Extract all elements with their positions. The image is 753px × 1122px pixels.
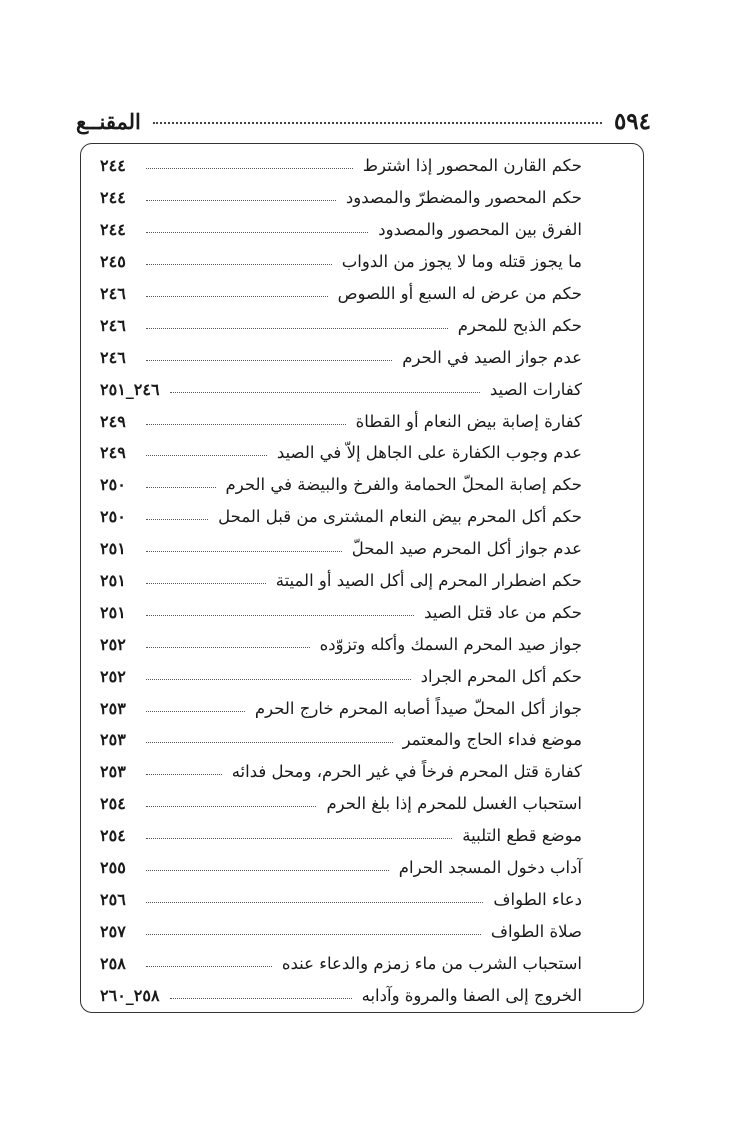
- dot-leader: [170, 998, 352, 999]
- toc-entry-page: ٢٤٦: [100, 284, 126, 303]
- toc-entry: [100, 437, 582, 469]
- dot-leader: [146, 902, 483, 903]
- dot-leader: [146, 742, 393, 743]
- toc-entry-page: ٢٤٩: [100, 411, 126, 431]
- toc-entry-page: ٢٥٦: [100, 889, 126, 909]
- toc-entry-title: عدم جواز الصيد في الحرم: [402, 347, 582, 367]
- dot-leader: [146, 774, 222, 775]
- dot-leader: [146, 487, 216, 488]
- dot-leader: [146, 264, 332, 265]
- toc-entry-title: الخروج إلى الصفا والمروة وآدابه: [361, 985, 582, 1005]
- toc-entry-title: ما يجوز قتله وما لا يجوز من الدواب: [341, 252, 582, 272]
- toc-entry-page: ٢٥٤: [100, 794, 126, 814]
- dot-leader: [146, 296, 328, 297]
- toc-entry: [100, 756, 582, 788]
- dot-leader: [146, 168, 353, 169]
- toc-entry-page: ٢٥٢: [100, 634, 126, 654]
- toc-entry: [100, 979, 582, 1011]
- dot-leader: [146, 232, 368, 233]
- dot-leader: [146, 679, 411, 680]
- dot-leader: [146, 424, 346, 425]
- toc-entry: [100, 469, 582, 501]
- toc-entry-title: حكم أكل المحرم الجراد: [420, 666, 582, 686]
- toc-entry: [100, 565, 582, 597]
- toc-entry-title: عدم وجوب الكفارة على الجاهل إلاّ في الصيد: [276, 443, 582, 463]
- page-header: [76, 104, 651, 138]
- toc-entry-page: ٢٤٤: [100, 220, 126, 240]
- toc-entry-page: ٢٥٧: [100, 921, 126, 941]
- toc-entry: [100, 182, 582, 214]
- dot-leader: [146, 615, 414, 616]
- toc-entry: [100, 150, 582, 182]
- toc-entry: [100, 788, 582, 820]
- toc-entry: [100, 246, 582, 278]
- toc-entry-title: آداب دخول المسجد الحرام: [398, 858, 582, 878]
- toc-entry-title: دعاء الطواف: [493, 889, 582, 909]
- toc-entry-title: استحباب الشرب من ماء زمزم والدعاء عنده: [281, 953, 582, 973]
- toc-entry-title: الفرق بين المحصور والمصدود: [378, 220, 582, 240]
- dot-leader: [146, 934, 481, 935]
- dot-leader: [146, 838, 452, 839]
- toc-entry: [100, 724, 582, 756]
- header-dot-leader: [153, 122, 602, 124]
- toc-entry: [100, 852, 582, 884]
- toc-entry-title: حكم المحصور والمضطرّ والمصدود: [345, 188, 582, 208]
- toc-entry-page: ٢٤٤: [100, 188, 126, 208]
- toc-entry-title: جواز صيد المحرم السمك وأكله وتزوّده: [319, 634, 582, 654]
- running-title: المقنــع: [76, 108, 141, 134]
- toc-entry-page: ٢٥٥: [100, 858, 126, 878]
- toc-entry-title: حكم أكل المحرم بيض النعام المشترى من قبل المحل: [218, 507, 582, 527]
- toc-entry-title: موضع قطع التلبية: [462, 826, 582, 846]
- toc-entry: [100, 628, 582, 660]
- toc-entry: [100, 533, 582, 565]
- toc-entry: [100, 660, 582, 692]
- dot-leader: [146, 647, 310, 648]
- toc-entry: [100, 214, 582, 246]
- dot-leader: [146, 519, 208, 520]
- toc-entry-title: كفارات الصيد: [489, 379, 582, 399]
- toc-entry-page: ٢٥٣: [100, 730, 126, 750]
- toc-entry-page: ٢٤٥: [100, 252, 126, 272]
- toc-entry-page: ٢٤٦: [100, 347, 126, 367]
- toc-entry: [100, 501, 582, 533]
- toc-entry: [100, 278, 582, 310]
- dot-leader: [146, 455, 267, 456]
- toc-entry: [100, 883, 582, 915]
- toc-entry: [100, 915, 582, 947]
- toc-entry-page: ٢٥٠: [100, 475, 126, 495]
- toc-entry-title: كفارة إصابة بيض النعام أو القطاة: [355, 411, 582, 431]
- toc-entry: [100, 341, 582, 373]
- dot-leader: [146, 583, 266, 584]
- toc-entry-page: ٢٥٠: [100, 507, 126, 527]
- dot-leader: [146, 870, 389, 871]
- toc-entry-page: ٢٤٤: [100, 156, 126, 176]
- toc-entry-title: حكم من عاد قتل الصيد: [424, 602, 582, 622]
- dot-leader: [146, 328, 448, 329]
- toc-entry-page: ٢٤٦_٢٥١: [100, 379, 160, 399]
- toc-entry-page: ٢٥٨: [100, 953, 126, 973]
- toc-entry: [100, 309, 582, 341]
- toc-entry: [100, 692, 582, 724]
- toc-entry-title: صلاة الطواف: [490, 921, 582, 941]
- toc-entry-page: ٢٤٩: [100, 443, 126, 463]
- table-of-contents: [100, 150, 582, 1011]
- dot-leader: [146, 966, 272, 967]
- toc-entry: [100, 373, 582, 405]
- toc-entry: [100, 405, 582, 437]
- toc-entry-title: حكم اضطرار المحرم إلى أكل الصيد أو الميتة: [275, 571, 582, 591]
- toc-entry-title: حكم الذبح للمحرم: [457, 315, 582, 335]
- toc-entry-page: ٢٥٣: [100, 762, 126, 782]
- dot-leader: [146, 711, 245, 712]
- dot-leader: [146, 551, 342, 552]
- toc-entry-page: ٢٥٢: [100, 666, 126, 686]
- toc-entry-page: ٢٥٨_٢٦٠: [100, 985, 160, 1005]
- toc-entry-page: ٢٥١: [100, 571, 126, 591]
- toc-entry-page: ٢٥٤: [100, 826, 126, 846]
- toc-entry-page: ٢٤٦: [100, 315, 126, 335]
- dot-leader: [146, 200, 336, 201]
- toc-entry-page: ٢٥١: [100, 539, 126, 559]
- toc-entry-title: حكم إصابة المحلّ الحمامة والفرخ والبيضة في الحرم: [225, 475, 582, 495]
- dot-leader: [146, 806, 316, 807]
- toc-entry-title: كفارة قتل المحرم فرخاً في غير الحرم، ومحل فدائه: [231, 762, 582, 782]
- toc-entry: [100, 820, 582, 852]
- toc-entry-title: موضع فداء الحاج والمعتمر: [402, 730, 582, 750]
- dot-leader: [170, 392, 480, 393]
- toc-entry: [100, 596, 582, 628]
- toc-entry-title: عدم جواز أكل المحرم صيد المحلّ: [351, 539, 582, 559]
- toc-entry-title: جواز أكل المحلّ صيداً أصابه المحرم خارج الحرم: [254, 698, 582, 718]
- toc-entry-page: ٢٥٣: [100, 698, 126, 718]
- toc-entry-title: استحباب الغسل للمحرم إذا بلغ الحرم: [326, 794, 582, 814]
- toc-entry-page: ٢٥١: [100, 602, 126, 622]
- toc-entry: [100, 947, 582, 979]
- page-number: ٥٩٤: [613, 107, 651, 135]
- dot-leader: [146, 360, 392, 361]
- toc-entry-title: حكم القارن المحصور إذا اشترط: [362, 156, 582, 176]
- toc-entry-title: حكم من عرض له السبع أو اللصوص: [337, 284, 582, 303]
